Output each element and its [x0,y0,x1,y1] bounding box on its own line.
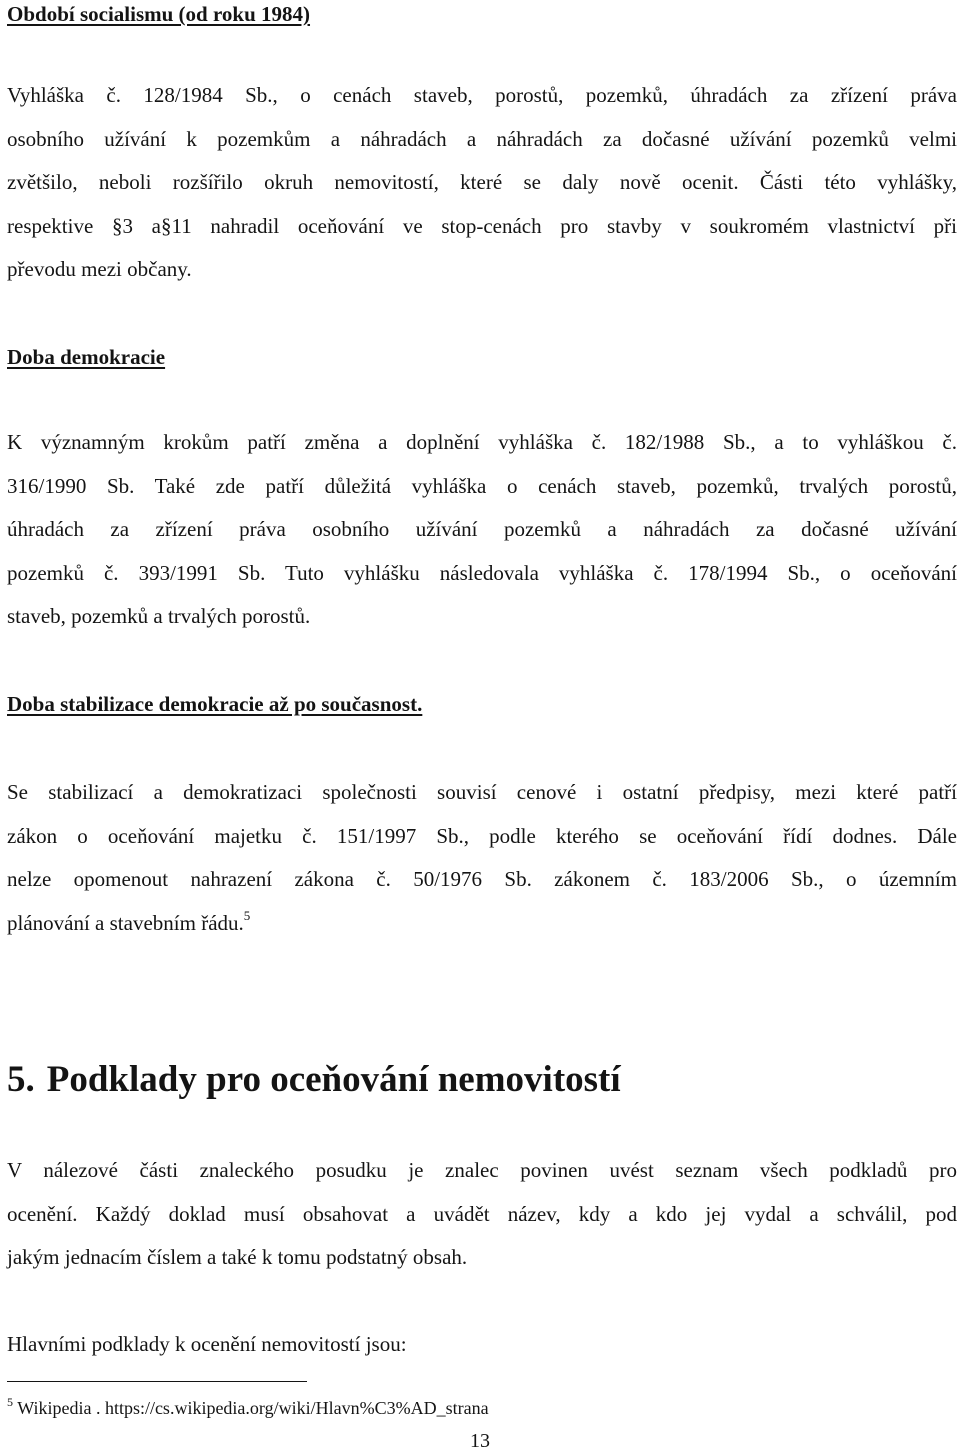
text-line: osobního užívání k pozemkům a náhradách a náhradách za dočasné užívání pozemků velmi [7,126,957,151]
chapter-heading [7,1058,621,1101]
text-line: 316/1990 Sb. Také zde patří důležitá vyhláška o cenách staveb, pozemků, trvalých porostů, [7,473,957,498]
text-line: V nálezové části znaleckého posudku je znalec povinen uvést seznam všech podkladů pro [7,1158,957,1182]
text-line: staveb, pozemků a trvalých porostů. [7,604,311,628]
footnote-text[interactable]: Wikipedia . https://cs.wikipedia.org/wiki/Hlavn%C3%AD_strana [17,1398,489,1418]
text-line: jakým jednacím číslem a také k tomu podstatný obsah. [7,1245,468,1269]
text-line: respektive §3 a§11 nahradil oceňování ve stop-cenách pro stavby v soukromém vlastnictví při [7,213,957,238]
text-line: ocenění. Každý doklad musí obsahovat a uvádět název, kdy a kdo jej vydal a schválil, pod [7,1201,957,1226]
text-line: Se stabilizací a demokratizaci společnosti souvisí cenové i ostatní předpisy, mezi které patří [7,780,957,804]
section-heading-democracy: Doba demokracie [7,345,166,369]
paragraph-chapter-intro [7,1149,957,1280]
text-line: Vyhláška č. 128/1984 Sb., o cenách staveb, porostů, pozemků, úhradách za zřízení práva [7,83,957,107]
text-line: pozemků č. 393/1991 Sb. Tuto vyhlášku následovala vyhláška č. 178/1994 Sb., o oceňování [7,560,957,585]
footnote-reference[interactable]: 5 [243,907,251,923]
text-line: úhradách za zřízení práva osobního užívání pozemků a náhradách za dočasné užívání [7,517,957,541]
paragraph-democracy [7,421,957,639]
chapter-title: Podklady pro oceňování nemovitostí [46,1059,621,1100]
text-line: zákon o oceňování majetku č. 151/1997 Sb., podle kterého se oceňování řídí dodnes. Dále [7,823,957,848]
section-heading-stabilization: Doba stabilizace demokracie až po současnost. [7,692,423,716]
text-line: převodu mezi občany. [7,257,192,281]
text-line: Hlavními podklady k ocenění nemovitostí jsou: [7,1332,407,1356]
footnote-number: 5 [7,1395,13,1409]
chapter-number: 5. [7,1059,35,1100]
footnote-divider [7,1381,307,1382]
section-heading-socialism: Období socialismu (od roku 1984) [7,2,311,26]
text-line [7,902,957,946]
text-line: K významným krokům patří změna a doplnění vyhláška č. 182/1988 Sb., a to vyhláškou č. [7,430,957,454]
paragraph-socialism [7,74,957,292]
text-line-content: plánování a stavebním řádu. [7,910,244,935]
footnote [7,1395,489,1419]
text-line: zvětšilo, neboli rozšířilo okruh nemovitostí, které se daly nově ocenit. Části této vyhlášky, [7,170,957,194]
text-line: nelze opomenout nahrazení zákona č. 50/1976 Sb. zákonem č. 183/2006 Sb., o územním [7,867,957,891]
page-number: 13 [470,1430,490,1452]
paragraph-list-intro [7,1323,957,1367]
paragraph-stabilization [7,771,957,945]
